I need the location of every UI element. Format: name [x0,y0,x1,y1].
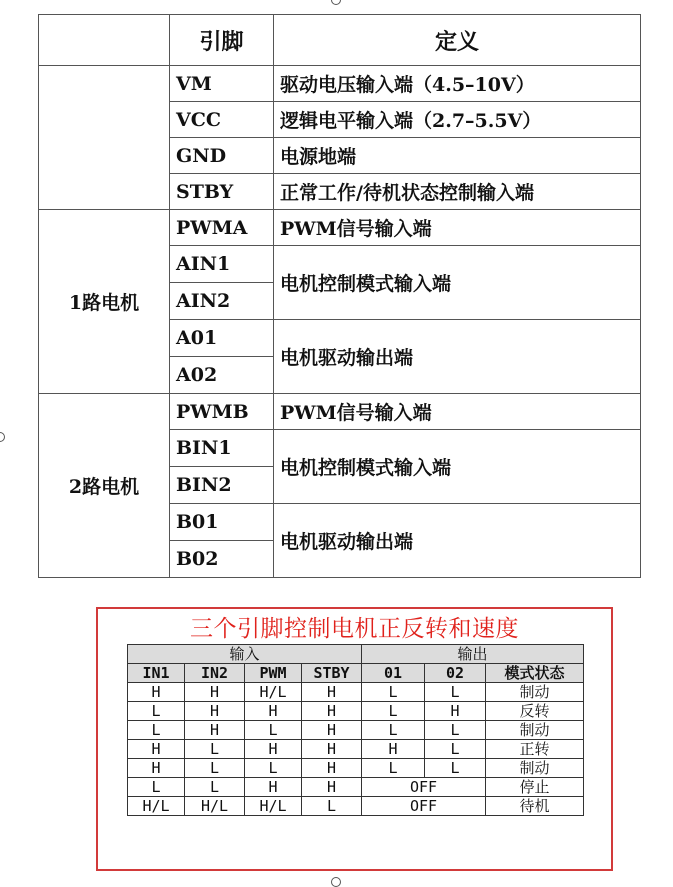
cell-o1: L [362,702,425,721]
truth-table-title: 三个引脚控制电机正反转和速度 [190,616,519,642]
col-in2: IN2 [185,664,245,683]
cell-stby: H [302,759,362,778]
cell-in1: H/L [128,797,185,816]
pin-definition: 电机驱动输出端 [274,504,641,578]
table-row [39,210,641,246]
pin-definition: 电机控制模式输入端 [274,246,641,320]
truth-table [127,644,584,816]
col-mode: 模式状态 [486,664,584,683]
pin-name: GND [170,138,274,174]
truth-column-header [128,664,584,683]
cell-in2: L [185,778,245,797]
cell-o2: L [425,759,486,778]
pin-name: PWMA [170,210,274,246]
pin-name: BIN1 [170,430,274,467]
truth-row [128,683,584,702]
cell-in1: L [128,702,185,721]
cell-o1: L [362,721,425,740]
cell-o1: H [362,740,425,759]
truth-row [128,778,584,797]
table-row [39,66,641,102]
pin-name: BIN2 [170,467,274,504]
pin-name: VCC [170,102,274,138]
cell-pwm: H [245,740,302,759]
pin-name: VM [170,66,274,102]
pin-table-header-row [39,15,641,66]
header-group [39,15,170,66]
cell-in1: H [128,740,185,759]
cell-pwm: H/L [245,797,302,816]
header-pin: 引脚 [170,15,274,66]
cell-mode: 制动 [486,721,584,740]
cell-in2: H/L [185,797,245,816]
header-definition: 定义 [274,15,641,66]
output-group-label: 输出 [362,645,584,664]
truth-row [128,721,584,740]
pin-name: AIN1 [170,246,274,283]
cell-mode: 待机 [486,797,584,816]
truth-group-header [128,645,584,664]
cell-stby: H [302,721,362,740]
pin-definition: 驱动电压输入端（4.5–10V） [274,66,641,102]
cell-in1: H [128,759,185,778]
cell-in2: H [185,683,245,702]
cell-in2: L [185,759,245,778]
pin-definition: PWM信号输入端 [274,394,641,430]
pin-definition: PWM信号输入端 [274,210,641,246]
cell-o2: L [425,683,486,702]
resize-handle-left[interactable] [0,432,5,442]
pin-definition: 电机驱动输出端 [274,320,641,394]
col-pwm: PWM [245,664,302,683]
cell-output-off: OFF [362,797,486,816]
cell-pwm: L [245,759,302,778]
cell-mode: 反转 [486,702,584,721]
resize-handle-bottom[interactable] [331,877,341,887]
pin-name: A02 [170,357,274,394]
cell-stby: H [302,683,362,702]
cell-mode: 制动 [486,683,584,702]
col-in1: IN1 [128,664,185,683]
pin-definition: 电源地端 [274,138,641,174]
cell-pwm: H/L [245,683,302,702]
cell-pwm: H [245,702,302,721]
pin-name: AIN2 [170,283,274,320]
cell-pwm: L [245,721,302,740]
truth-row [128,740,584,759]
cell-o2: L [425,721,486,740]
control-truth-table-panel [96,607,613,871]
col-o1: 01 [362,664,425,683]
cell-in1: H [128,683,185,702]
cell-in1: L [128,721,185,740]
cell-in1: L [128,778,185,797]
pin-definition: 电机控制模式输入端 [274,430,641,504]
cell-in2: L [185,740,245,759]
pin-name: B02 [170,541,274,578]
cell-mode: 制动 [486,759,584,778]
table-row [39,394,641,430]
cell-o2: H [425,702,486,721]
cell-stby: H [302,702,362,721]
truth-row [128,759,584,778]
resize-handle-top[interactable] [331,0,341,5]
power-group-cell [39,66,170,210]
input-group-label: 输入 [128,645,362,664]
cell-pwm: H [245,778,302,797]
pin-name: STBY [170,174,274,210]
motor-b-label: 2路电机 [39,394,170,578]
truth-row [128,702,584,721]
col-stby: STBY [302,664,362,683]
pin-name: B01 [170,504,274,541]
pin-definition: 逻辑电平输入端（2.7–5.5V） [274,102,641,138]
cell-mode: 正转 [486,740,584,759]
cell-stby: H [302,740,362,759]
pin-definition: 正常工作/待机状态控制输入端 [274,174,641,210]
cell-mode: 停止 [486,778,584,797]
motor-a-label: 1路电机 [39,210,170,394]
pin-name: A01 [170,320,274,357]
pin-name: PWMB [170,394,274,430]
pin-definition-table [38,14,641,578]
truth-row [128,797,584,816]
cell-in2: H [185,721,245,740]
cell-stby: H [302,778,362,797]
cell-in2: H [185,702,245,721]
cell-output-off: OFF [362,778,486,797]
cell-o1: L [362,683,425,702]
col-o2: 02 [425,664,486,683]
cell-o2: L [425,740,486,759]
cell-stby: L [302,797,362,816]
cell-o1: L [362,759,425,778]
